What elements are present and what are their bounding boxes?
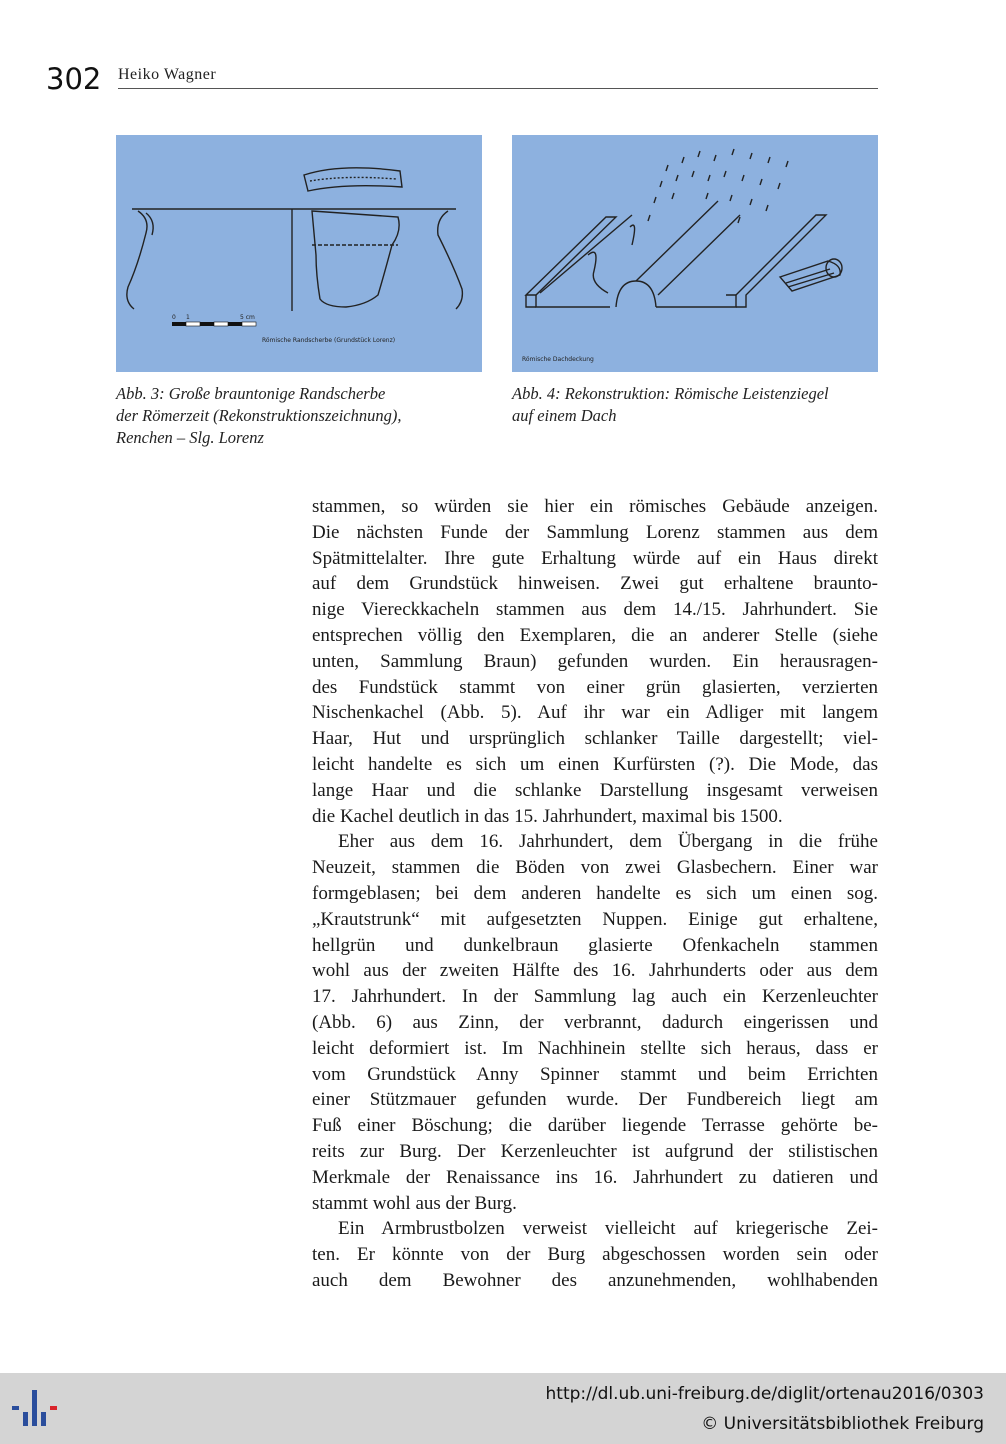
scale-label-1: 1 <box>186 314 190 321</box>
text-line: leicht deformiert ist. Im Nachhinein stellte sich heraus, dass er <box>312 1037 878 1059</box>
text-line: reits zur Burg. Der Kerzenleuchter ist aufgrund der stilistischen <box>312 1140 878 1162</box>
text-line: Neuzeit, stammen die Böden von zwei Glasbechern. Einer war <box>312 857 878 879</box>
page-header <box>46 60 878 96</box>
text-line: Fuß einer Böschung; die darüber liegende Terrasse gehörte be- <box>312 1115 878 1137</box>
text-line: (Abb. 6) aus Zinn, der verbrannt, dadurch eingerissen und <box>312 1011 878 1033</box>
text-line: auf dem Grundstück hinweisen. Zwei gut erhaltene braunto- <box>312 573 878 595</box>
rain-drops <box>648 149 788 223</box>
scale-label-0: 0 <box>172 314 176 321</box>
caption-line: Abb. 3: Große brauntonige Randscherbe <box>116 384 386 403</box>
figure-roof-tiles <box>512 135 878 372</box>
figure-inner-label: Römische Randscherbe (Grundstück Lorenz) <box>262 337 396 344</box>
text-line: die Kachel deutlich in das 15. Jahrhundert, maximal bis 1500. <box>312 805 783 827</box>
text-line: lange Haar und die schlanke Darstellung insgesamt verweisen <box>312 779 878 801</box>
page-number: 302 <box>46 62 102 96</box>
text-line: Spätmittelalter. Ihre gute Erhaltung würde auf ein Haus direkt <box>312 547 878 569</box>
text-line: einer Stützmauer gefunden wurde. Der Fundbereich liegt am <box>312 1089 878 1111</box>
text-line: entsprechen völlig den Exemplaren, die an anderer Stelle (siehe <box>312 624 878 646</box>
library-logo-icon <box>12 1386 64 1432</box>
text-line: leicht handelte es sich um einen Kurfürsten (?). Die Mode, das <box>312 753 878 775</box>
footer-copyright: © Universitätsbibliothek Freiburg <box>701 1414 984 1434</box>
text-line: Merkmale der Renaissance ins 16. Jahrhundert zu datieren und <box>312 1166 878 1188</box>
text-line: formgeblasen; bei dem anderen handelte es sich um einen sog. <box>312 882 878 904</box>
text-line: stammen, so würden sie hier ein römisches Gebäude anzeigen. <box>312 496 878 517</box>
figure-caption-3 <box>116 383 486 449</box>
footer-url-link[interactable]: http://dl.ub.uni-freiburg.de/diglit/ortenau2016/0303 <box>545 1384 984 1404</box>
text-line: stammt wohl aus der Burg. <box>312 1192 517 1214</box>
scale-label-5: 5 cm <box>240 314 255 321</box>
text-line: unten, Sammlung Braun) gefunden wurden. Ein herausragen- <box>312 650 878 672</box>
roof-tiles-drawing <box>512 135 878 372</box>
text-line: hellgrün und dunkelbraun glasierte Ofenkacheln stammen <box>312 934 878 956</box>
text-line: Ein Armbrustbolzen verweist vielleicht auf kriegerische Zei- <box>338 1218 878 1240</box>
text-line: auch dem Bewohner des anzunehmenden, wohlhabenden <box>312 1269 878 1291</box>
caption-line: Abb. 4: Rekonstruktion: Römische Leistenziegel <box>512 384 829 403</box>
header-rule <box>118 88 878 89</box>
figure-inner-label: Römische Dachdeckung <box>522 356 594 363</box>
figure-caption-4 <box>512 383 882 427</box>
text-line: wohl aus der zweiten Hälfte des 16. Jahrhunderts oder aus dem <box>312 960 878 982</box>
text-line: vom Grundstück Anny Spinner stammt und beim Errichten <box>312 1063 878 1085</box>
library-footer <box>0 1373 1006 1444</box>
caption-line: auf einem Dach <box>512 406 617 425</box>
text-line: 17. Jahrhundert. In der Sammlung lag auch ein Kerzenleuchter <box>312 986 878 1008</box>
text-line: des Fundstück stammt von einer grün glasierten, verzierten <box>312 676 878 698</box>
text-line: Eher aus dem 16. Jahrhundert, dem Übergang in die frühe <box>338 831 878 853</box>
figure-rim-sherd <box>116 135 482 372</box>
running-head-author: Heiko Wagner <box>118 66 217 83</box>
text-line: Die nächsten Funde der Sammlung Lorenz stammen aus dem <box>312 521 878 543</box>
rim-sherd-drawing <box>116 135 482 372</box>
text-line: Haar, Hut und ursprünglich schlanker Taille dargestellt; viel- <box>312 728 878 750</box>
text-line: Nischenkachel (Abb. 5). Auf ihr war ein Adliger mit langem <box>312 702 878 724</box>
text-line: ten. Er könnte von der Burg abgeschossen worden sein oder <box>312 1244 878 1266</box>
scale-bar <box>172 314 256 326</box>
text-line: „Krautstrunk“ mit aufgesetzten Nuppen. Einige gut erhaltene, <box>312 908 878 930</box>
body-text <box>312 494 878 1294</box>
caption-line: der Römerzeit (Rekonstruktionszeichnung), <box>116 406 402 425</box>
text-line: nige Viereckkacheln stammen aus dem 14./15. Jahrhundert. Sie <box>312 599 878 621</box>
caption-line: Renchen – Slg. Lorenz <box>116 428 264 447</box>
